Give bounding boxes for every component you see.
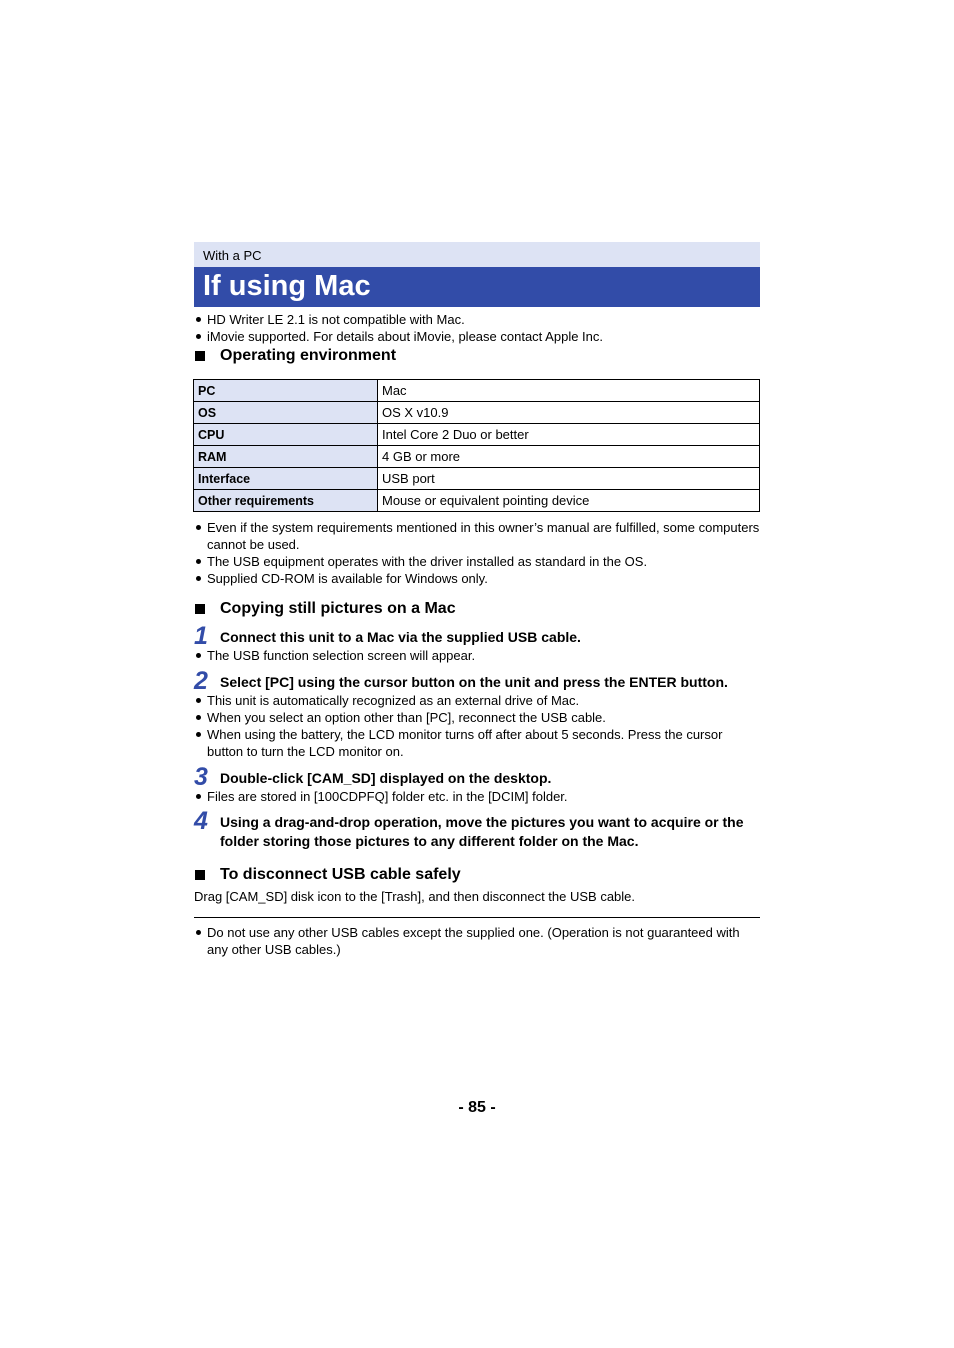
table-value: OS X v10.9 xyxy=(378,402,760,424)
table-row xyxy=(194,490,760,512)
list-item: Supplied CD-ROM is available for Windows only. xyxy=(194,570,760,587)
table-row xyxy=(194,402,760,424)
table-row xyxy=(194,446,760,468)
table-key: Interface xyxy=(194,468,378,490)
table-key: PC xyxy=(194,380,378,402)
page-content xyxy=(194,242,760,958)
square-bullet-icon xyxy=(195,604,205,614)
table-key: Other requirements xyxy=(194,490,378,512)
step-4 xyxy=(194,807,760,851)
list-item: Even if the system requirements mentioned in this owner’s manual are fulfilled, some computers cannot be used. xyxy=(194,519,760,553)
disconnect-heading-text: To disconnect USB cable safely xyxy=(220,866,461,883)
page-title: If using Mac xyxy=(194,267,760,307)
step-number: 4 xyxy=(194,807,208,835)
divider xyxy=(194,917,760,918)
disconnect-heading xyxy=(194,865,760,885)
step-2-notes xyxy=(194,692,760,760)
step-number: 3 xyxy=(194,763,208,791)
step-1-notes xyxy=(194,647,760,664)
copy-heading-text: Copying still pictures on a Mac xyxy=(220,600,456,617)
table-key: CPU xyxy=(194,424,378,446)
env-bullets xyxy=(194,519,760,587)
table-row xyxy=(194,380,760,402)
step-text: Connect this unit to a Mac via the supplied USB cable. xyxy=(220,629,581,645)
table-value: 4 GB or more xyxy=(378,446,760,468)
disconnect-text: Drag [CAM_SD] disk icon to the [Trash], and then disconnect the USB cable. xyxy=(194,889,636,904)
env-table xyxy=(193,379,760,512)
step-number: 2 xyxy=(194,667,208,695)
list-item: iMovie supported. For details about iMovie, please contact Apple Inc. xyxy=(194,328,760,345)
table-value: Mouse or equivalent pointing device xyxy=(378,490,760,512)
step-number: 1 xyxy=(194,622,208,650)
page-number: - 85 - xyxy=(458,1099,496,1116)
table-row xyxy=(194,468,760,490)
copy-heading xyxy=(194,599,760,619)
step-3 xyxy=(194,763,760,791)
list-item: When using the battery, the LCD monitor turns off after about 5 seconds. Press the cursor button to turn the LCD monitor on. xyxy=(194,726,760,760)
list-item: When you select an option other than [PC], reconnect the USB cable. xyxy=(194,709,760,726)
step-1 xyxy=(194,622,760,650)
table-value: USB port xyxy=(378,468,760,490)
step-3-notes xyxy=(194,788,760,805)
step-text: Using a drag-and-drop operation, move the pictures you want to acquire or the folder storing those pictures to any different folder on the Mac. xyxy=(220,814,744,849)
table-key: RAM xyxy=(194,446,378,468)
footer-bullets xyxy=(194,924,760,958)
list-item: This unit is automatically recognized as an external drive of Mac. xyxy=(194,692,760,709)
table-value: Intel Core 2 Duo or better xyxy=(378,424,760,446)
step-text: Select [PC] using the cursor button on the unit and press the ENTER button. xyxy=(220,674,728,690)
table-row xyxy=(194,424,760,446)
list-item: Files are stored in [100CDPFQ] folder etc. in the [DCIM] folder. xyxy=(194,788,760,805)
env-heading xyxy=(194,346,760,366)
table-value: Mac xyxy=(378,380,760,402)
section-label: With a PC xyxy=(194,242,760,267)
step-text: Double-click [CAM_SD] displayed on the desktop. xyxy=(220,770,552,786)
env-heading-text: Operating environment xyxy=(220,347,397,364)
list-item: The USB function selection screen will appear. xyxy=(194,647,760,664)
step-2 xyxy=(194,667,760,695)
square-bullet-icon xyxy=(195,870,205,880)
table-key: OS xyxy=(194,402,378,424)
square-bullet-icon xyxy=(195,351,205,361)
intro-bullets xyxy=(194,311,760,345)
list-item: HD Writer LE 2.1 is not compatible with Mac. xyxy=(194,311,760,328)
list-item: Do not use any other USB cables except the supplied one. (Operation is not guaranteed with any other USB cables.) xyxy=(194,924,760,958)
list-item: The USB equipment operates with the driver installed as standard in the OS. xyxy=(194,553,760,570)
